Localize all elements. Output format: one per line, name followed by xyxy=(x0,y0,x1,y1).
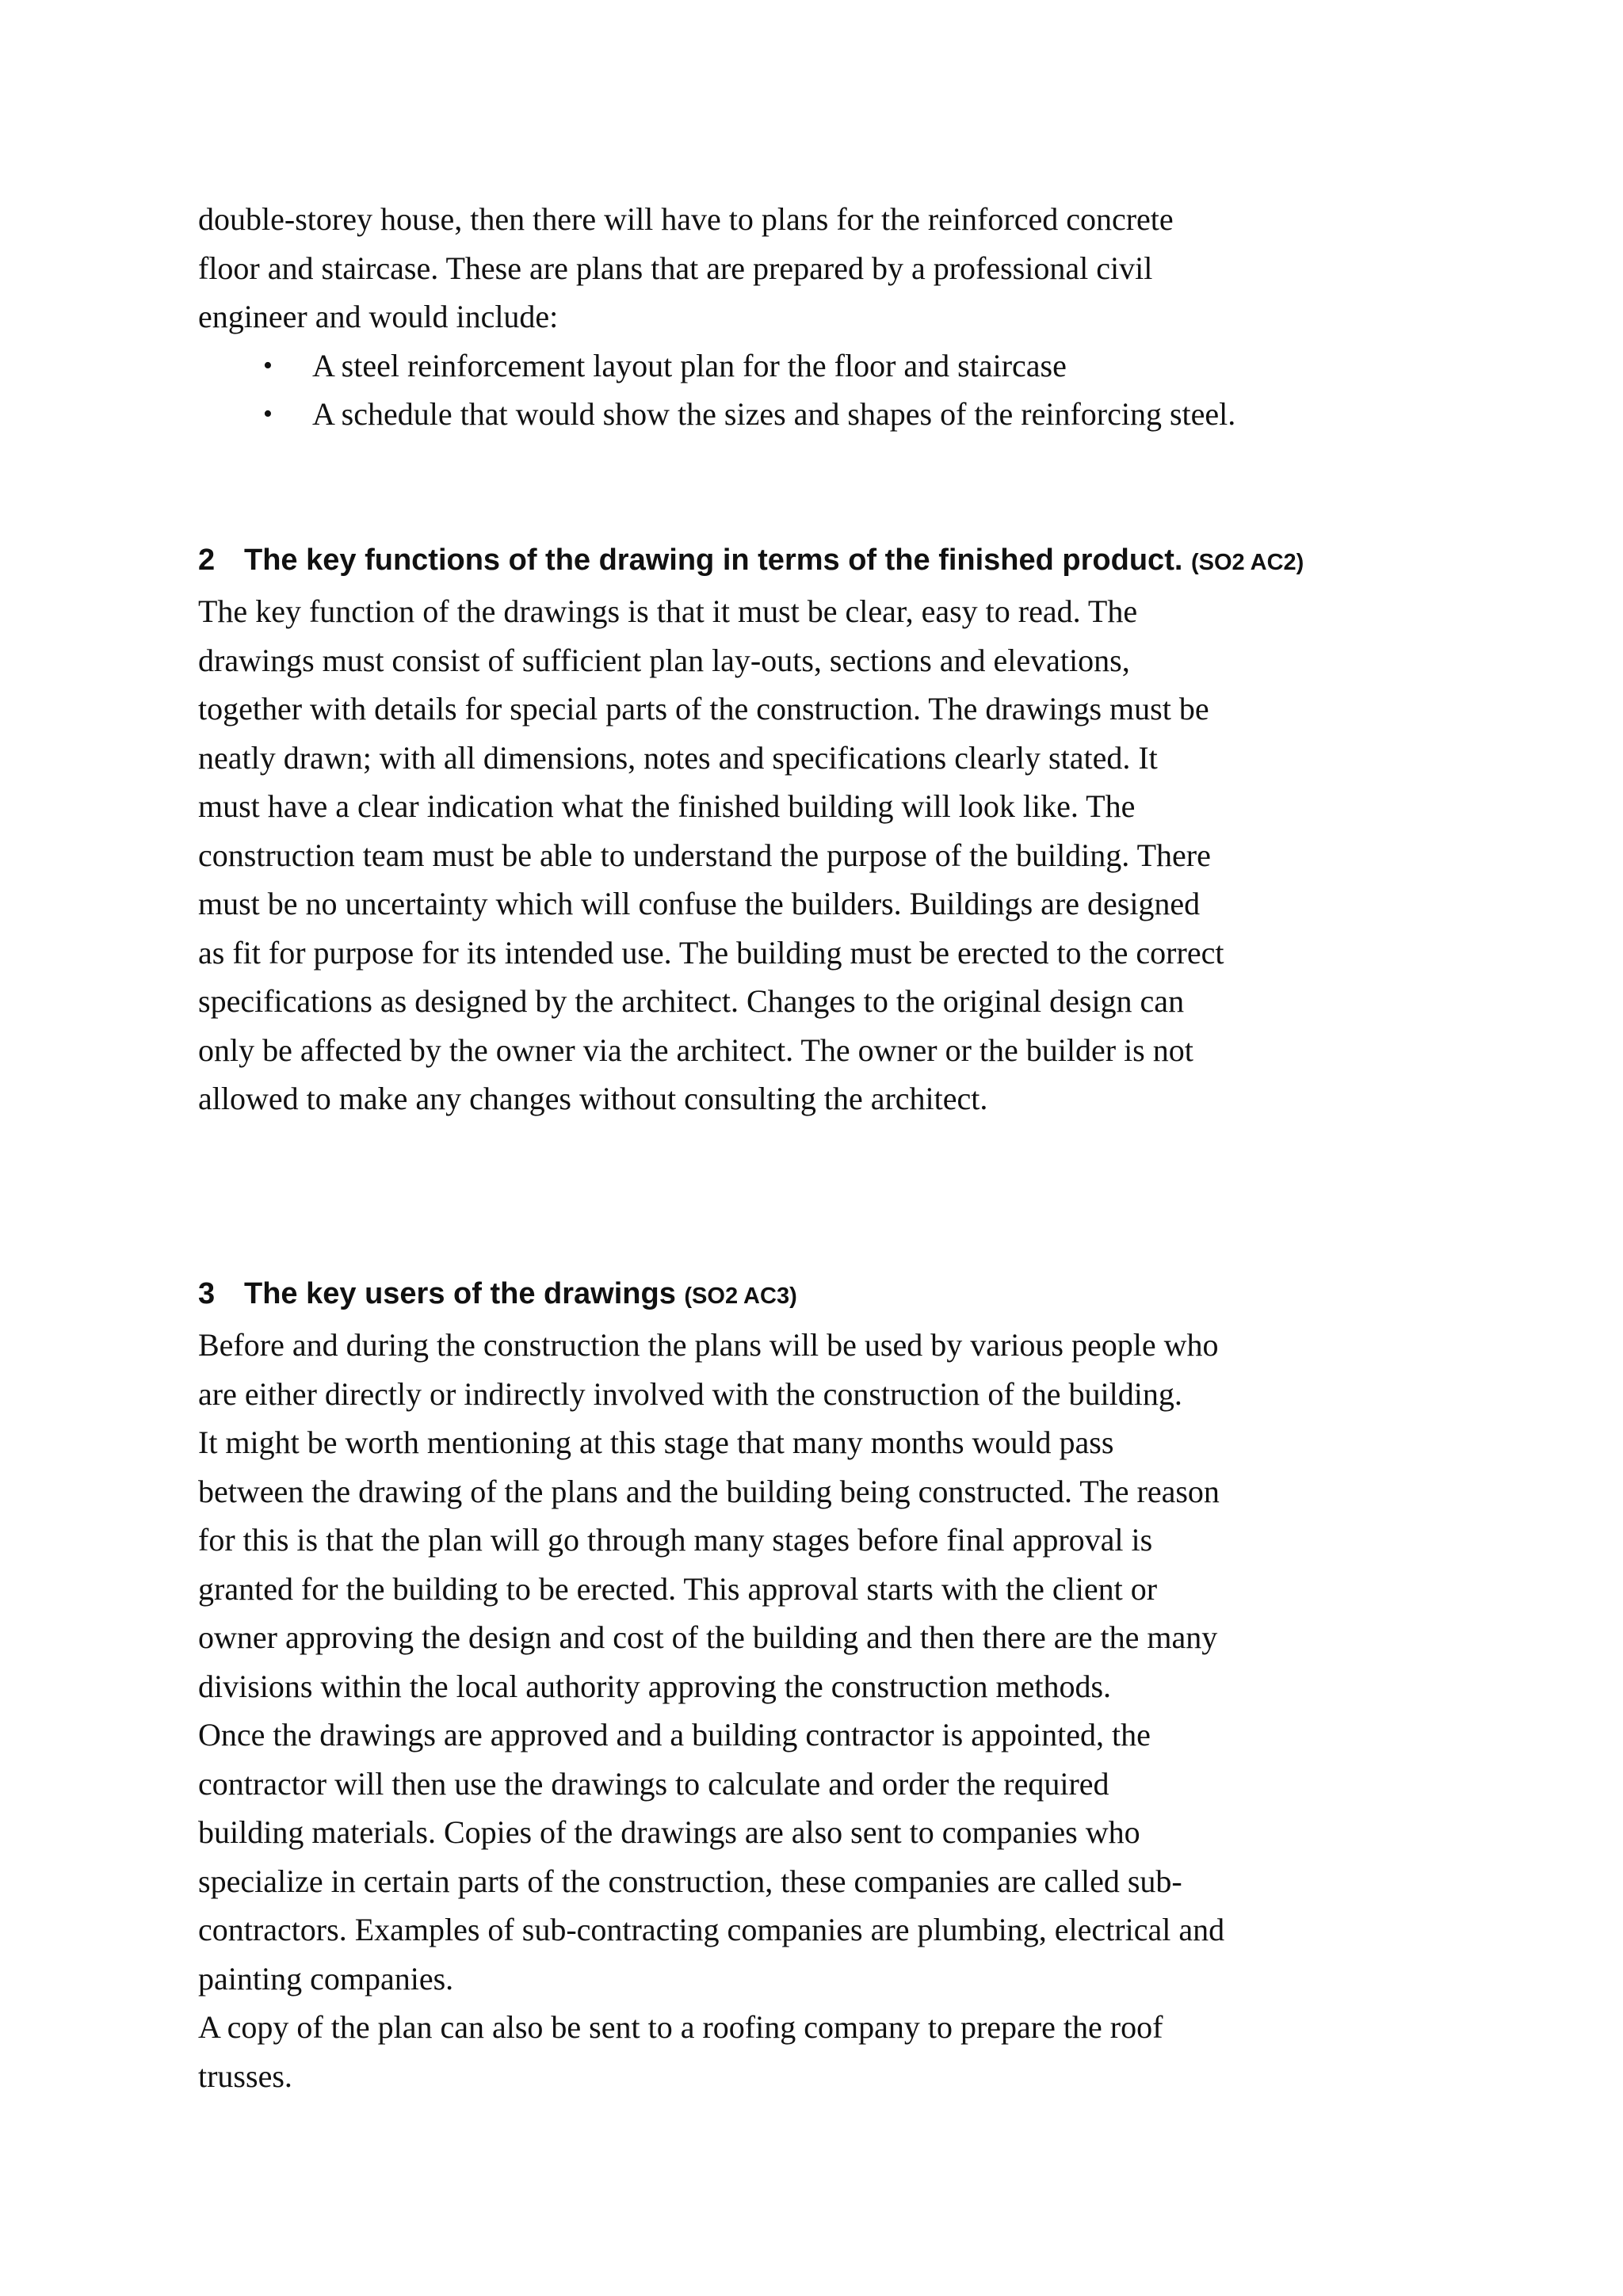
bullet-icon: • xyxy=(263,399,273,429)
section-spacer xyxy=(198,439,1450,536)
list-item xyxy=(198,341,1450,391)
section-2-body: The key function of the drawings is that it must be clear, easy to read. The drawings must consist of sufficient plan lay-outs, sections and elevations, together with details for special parts of the construction. The drawings must be neatly drawn; with all dimensions, notes and specifications clearly stated. It must have a clear indication what the finished building will look like. The construction team must be able to understand the purpose of the building. There must be no uncertainty which will confuse the builders. Buildings are designed as fit for purpose for its intended use. The building must be erected to the correct specifications as designed by the architect. Changes to the original design can only be affected by the owner via the architect. The owner or the builder is not allowed to make any changes without consulting the architect. xyxy=(198,593,1224,1116)
intro-bullet-list xyxy=(198,341,1450,439)
bullet-icon: • xyxy=(263,350,273,380)
section-spacer xyxy=(198,1123,1450,1270)
section-3-heading xyxy=(198,1270,1450,1322)
section-2-number: 2 xyxy=(198,543,216,577)
section-2-code: (SO2 AC2) xyxy=(1190,549,1304,575)
intro-paragraph: double-storey house, then there will have to plans for the reinforced concrete floor and staircase. These are plans that are prepared by a professional civil engineer and would include: xyxy=(198,201,1174,334)
section-3-body: Before and during the construction the plans will be used by various people who are either directly or indirectly involved with the construction of the building. It might be worth mentioning at this stage that many months would pass between the drawing of the plans and the building being constructed. The reason for this is that the plan will go through many stages before final approval is granted for the building to be erected. This approval starts with the client or owner approving the design and cost of the building and then there are the many divisions within the local authority approving the construction methods. Once the drawings are approved and a building contractor is appointed, the contractor will then use the drawings to calculate and order the required building materials. Copies of the drawings are also sent to companies who specialize in certain parts of the construction, these companies are called sub- contractors. Examples of sub-contracting companies are plumbing, electrical and painting companies. A copy of the plan can also be sent to a roofing company to prepare the roof trusses. xyxy=(198,1327,1225,2094)
section-2-heading xyxy=(198,536,1450,588)
section-3-code: (SO2 AC3) xyxy=(684,1283,797,1309)
list-item-text: A steel reinforcement layout plan for the floor and staircase xyxy=(312,347,1067,383)
section-2-title: The key functions of the drawing in terms of the finished product. xyxy=(244,543,1183,577)
list-item-text: A schedule that would show the sizes and shapes of the reinforcing steel. xyxy=(312,396,1236,432)
section-3-title: The key users of the drawings xyxy=(244,1276,676,1310)
page-content xyxy=(198,195,1450,2100)
list-item xyxy=(198,390,1450,439)
section-3-number: 3 xyxy=(198,1276,216,1310)
